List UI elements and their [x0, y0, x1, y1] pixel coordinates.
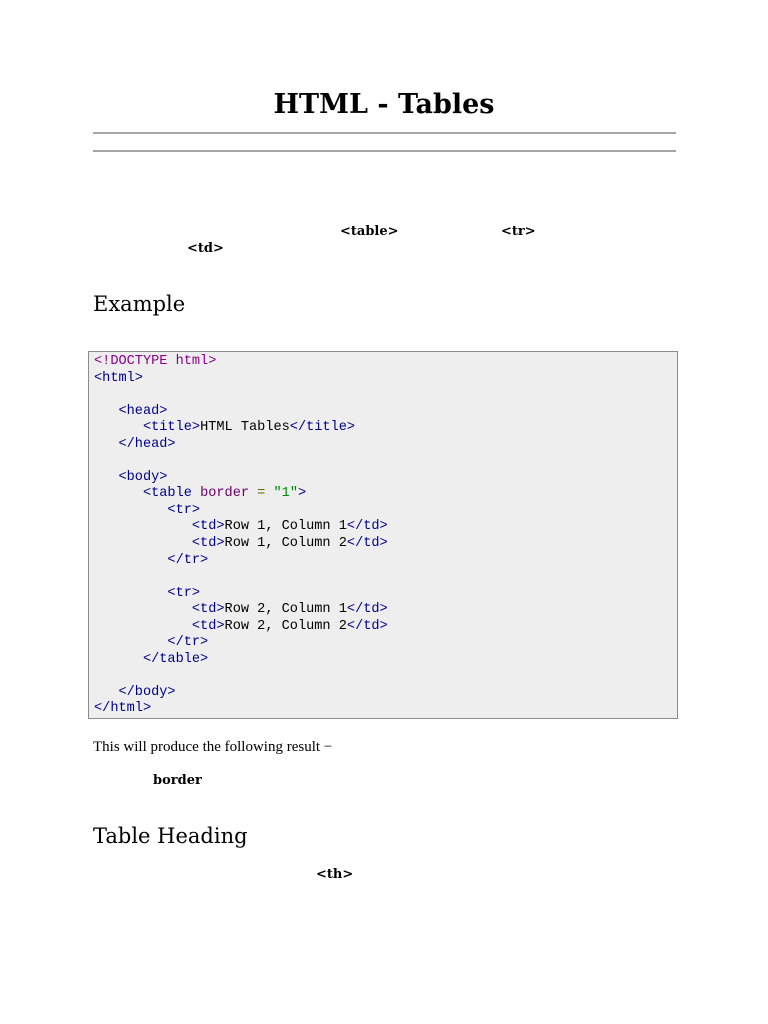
code-line: [94, 685, 176, 700]
code-token-tag: </table>: [94, 651, 209, 667]
code-token-tag: </td>: [346, 602, 388, 618]
code-token-tag: <title>: [94, 420, 201, 436]
code-token-tag: <tr>: [94, 502, 201, 518]
code-token-text: HTML Tables: [200, 420, 290, 436]
result-intro-text: This will produce the following result −: [93, 739, 333, 755]
code-line: [94, 619, 388, 634]
code-token-tag: <table: [94, 486, 201, 502]
code-line: [94, 652, 208, 667]
code-token-tag: >: [297, 486, 307, 502]
code-line: [94, 470, 167, 485]
code-line: [94, 701, 151, 716]
code-line: [94, 602, 388, 617]
code-line: [94, 354, 216, 369]
code-line: [94, 503, 200, 518]
code-line: [94, 635, 208, 650]
code-token-text: Row 1, Column 2: [224, 536, 347, 552]
code-token-string: "1": [273, 486, 298, 502]
code-token-tag: <td>: [94, 536, 225, 552]
code-token-tag: </title>: [289, 420, 356, 436]
table-heading-section-title: Table Heading: [93, 824, 248, 848]
code-line: [94, 586, 200, 601]
code-token-tag: <td>: [94, 618, 225, 634]
code-token-tag: </tr>: [94, 635, 209, 651]
code-token-tag: </body>: [94, 684, 176, 700]
code-line: [94, 420, 355, 435]
code-line: [94, 404, 167, 419]
code-token-tag: <td>: [94, 519, 225, 535]
code-line: [94, 371, 143, 386]
code-token-punct: =: [249, 486, 274, 502]
title-divider-bottom: [93, 150, 676, 152]
code-token-tag: <head>: [94, 403, 168, 419]
code-token-text: Row 2, Column 1: [224, 602, 347, 618]
example-heading: Example: [93, 292, 186, 316]
page-title: HTML - Tables: [273, 89, 495, 120]
code-line: [94, 486, 306, 501]
code-token-text: Row 1, Column 1: [224, 519, 347, 535]
code-block: [94, 354, 388, 718]
code-token-tag: <td>: [94, 602, 225, 618]
intro-tr-tag: <tr>: [501, 224, 536, 239]
code-token-tag: </td>: [346, 618, 388, 634]
code-token-attr: border: [200, 486, 250, 502]
code-token-tag: <body>: [94, 469, 168, 485]
th-tag: <th>: [316, 867, 354, 882]
code-example-box: [88, 351, 678, 719]
code-line: [94, 536, 388, 551]
code-line: [94, 519, 388, 534]
code-token-tag: <html>: [94, 370, 143, 386]
title-divider-top: [93, 132, 676, 134]
intro-table-tag: <table>: [340, 224, 399, 239]
code-line: [94, 553, 208, 568]
code-token-tag: </head>: [94, 436, 176, 452]
code-line: [94, 437, 176, 452]
code-token-tag: <tr>: [94, 585, 201, 601]
code-token-tag: </td>: [346, 536, 388, 552]
code-token-tag: </tr>: [94, 552, 209, 568]
code-token-tag: </html>: [94, 701, 152, 717]
border-attribute-label: border: [153, 773, 202, 788]
code-token-doctype: <!DOCTYPE html>: [94, 354, 217, 369]
code-token-tag: </td>: [346, 519, 388, 535]
intro-td-tag: <td>: [187, 241, 224, 256]
code-token-text: Row 2, Column 2: [224, 618, 347, 634]
